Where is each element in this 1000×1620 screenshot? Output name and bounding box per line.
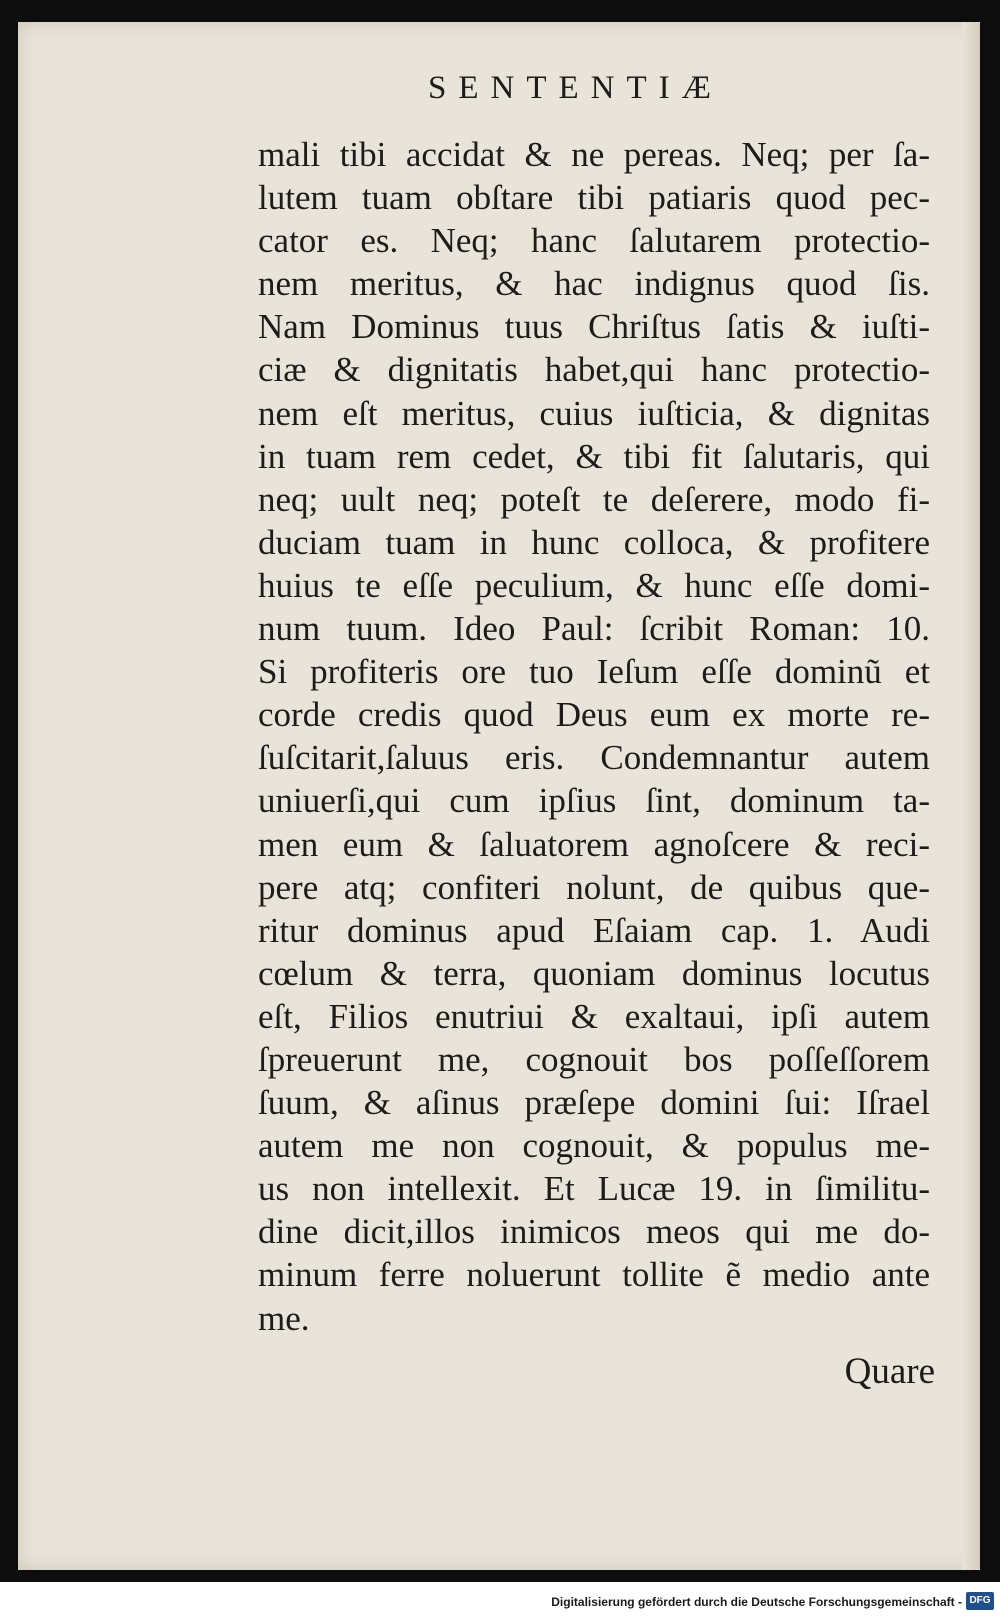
body-text — [258, 133, 930, 1340]
text-line: num tuum. Ideo Paul: ſcribit Roman: 10. — [258, 609, 930, 649]
text-line: nem meritus, & hac indignus quod ſis. — [258, 264, 930, 304]
text-line: Nam Dominus tuus Chriſtus ſatis & iuſti- — [258, 307, 930, 347]
text-line: Si profiteris ore tuo Ieſum eſſe dominũ et — [258, 652, 930, 692]
text-line: men eum & ſaluatorem agnoſcere & reci- — [258, 824, 930, 864]
catchword: Quare — [844, 1351, 935, 1392]
text-line: eſt, Filios enutriui & exaltaui, ipſi autem — [258, 996, 930, 1036]
text-line: ſpreuerunt me, cognouit bos poſſeſſorem — [258, 1039, 930, 1079]
text-line: cator es. Neq; hanc ſalutarem protectio- — [258, 221, 930, 261]
text-line: in tuam rem cedet, & tibi fit ſalutaris, qui — [258, 436, 930, 476]
text-line: huius te eſſe peculium, & hunc eſſe domi- — [258, 565, 930, 605]
text-line: corde credis quod Deus eum ex morte re- — [258, 695, 930, 735]
funding-credit: Digitalisierung gefördert durch die Deutsche Forschungsgemeinschaft - — [551, 1595, 962, 1609]
text-line: autem me non cognouit, & populus me- — [258, 1126, 930, 1166]
dfg-logo-icon: DFG — [966, 1592, 994, 1610]
page-edge-shadow — [962, 22, 980, 1570]
text-line: cœlum & terra, quoniam dominus locutus — [258, 953, 930, 993]
text-line: pere atq; confiteri nolunt, de quibus que- — [258, 867, 930, 907]
text-line: duciam tuam in hunc colloca, & profitere — [258, 522, 930, 562]
footer-bar — [0, 1584, 1000, 1620]
running-head: SENTENTIÆ — [428, 70, 723, 106]
text-line: ſuſcitarit,ſaluus eris. Condemnantur autem — [258, 738, 930, 778]
text-line: ciæ & dignitatis habet,qui hanc protectio- — [258, 350, 930, 390]
text-line: ritur dominus apud Eſaiam cap. 1. Audi — [258, 910, 930, 950]
text-line: minum ferre noluerunt tollite ẽ medio ante — [258, 1255, 930, 1295]
text-line: us non intellexit. Et Lucæ 19. in ſimilitu- — [258, 1169, 930, 1209]
text-line: neq; uult neq; poteſt te deſerere, modo fi- — [258, 479, 930, 519]
text-line: mali tibi accidat & ne pereas. Neq; per ſa- — [258, 135, 930, 174]
text-line: ſuum, & aſinus præſepe domini ſui: Iſrael — [258, 1083, 930, 1123]
text-line: nem eſt meritus, cuius iuſticia, & dignitas — [258, 393, 930, 433]
text-line: uniuerſi,qui cum ipſius ſint, dominum ta- — [258, 781, 930, 821]
text-line: me. — [258, 1298, 310, 1338]
text-line: lutem tuam obſtare tibi patiaris quod pec- — [258, 178, 930, 218]
text-line: dine dicit,illos inimicos meos qui me do- — [258, 1212, 930, 1252]
